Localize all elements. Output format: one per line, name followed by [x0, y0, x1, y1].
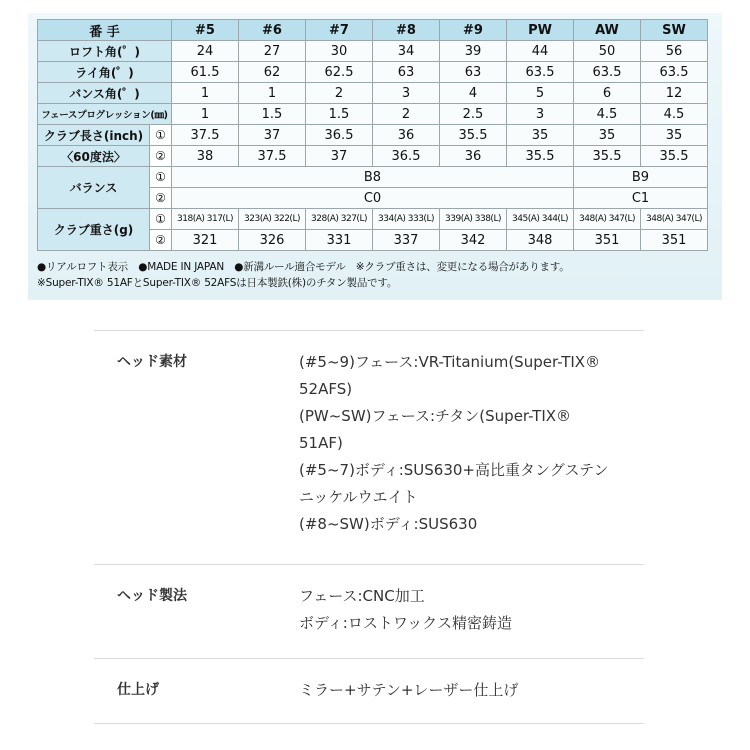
- loft-label: ロフト角(゜): [38, 41, 172, 62]
- bounce-cell: 5: [507, 83, 574, 104]
- note-line: ●リアルロフト表示 ●MADE IN JAPAN ●新溝ルール適合モデル ※クラブ重さは、変更になる場合があります。: [37, 261, 570, 273]
- bounce-cell: 6: [574, 83, 641, 104]
- header-col: PW: [507, 20, 574, 41]
- length-sublabel: 〈60度法〉: [38, 146, 150, 167]
- weight-cell: 331: [306, 230, 373, 251]
- lie-cell: 62: [239, 62, 306, 83]
- header-col: #8: [373, 20, 440, 41]
- length-cell: 35: [507, 125, 574, 146]
- lie-cell: 62.5: [306, 62, 373, 83]
- balance-cell: C1: [574, 188, 708, 209]
- balance-label: バランス: [38, 167, 150, 209]
- progression-cell: 1.5: [306, 104, 373, 125]
- lie-row: [38, 62, 708, 83]
- weight-cell: 328(A) 327(L): [306, 209, 373, 230]
- length-cell: 35: [641, 125, 708, 146]
- length-cell: 37: [239, 125, 306, 146]
- bounce-cell: 1: [172, 83, 239, 104]
- length-cell: 37.5: [172, 125, 239, 146]
- progression-cell: 2: [373, 104, 440, 125]
- header-col: #5: [172, 20, 239, 41]
- header-col: #9: [440, 20, 507, 41]
- weight-cell: 348(A) 347(L): [574, 209, 641, 230]
- row-number: ①: [150, 125, 172, 146]
- header-col: AW: [574, 20, 641, 41]
- length-cell: 37: [306, 146, 373, 167]
- length-row-2: [38, 146, 708, 167]
- balance-cell: B9: [574, 167, 708, 188]
- row-number: ②: [150, 146, 172, 167]
- loft-cell: 30: [306, 41, 373, 62]
- detail-value: [299, 659, 644, 723]
- row-number: ①: [150, 209, 172, 230]
- lie-cell: 61.5: [172, 62, 239, 83]
- length-cell: 35: [574, 125, 641, 146]
- spec-table: [37, 19, 708, 251]
- loft-cell: 34: [373, 41, 440, 62]
- length-cell: 35.5: [574, 146, 641, 167]
- weight-cell: 318(A) 317(L): [172, 209, 239, 230]
- weight-cell: 348(A) 347(L): [641, 209, 708, 230]
- weight-cell: 342: [440, 230, 507, 251]
- length-cell: 36.5: [373, 146, 440, 167]
- length-cell: 35.5: [507, 146, 574, 167]
- bounce-cell: 1: [239, 83, 306, 104]
- length-cell: 36: [373, 125, 440, 146]
- detail-line: 51AF): [299, 434, 343, 452]
- details-table: [94, 330, 644, 724]
- loft-cell: 56: [641, 41, 708, 62]
- balance-cell: B8: [172, 167, 574, 188]
- length-cell: 37.5: [239, 146, 306, 167]
- weight-cell: 326: [239, 230, 306, 251]
- weight-cell: 345(A) 344(L): [507, 209, 574, 230]
- length-cell: 35.5: [440, 125, 507, 146]
- row-number: ②: [150, 188, 172, 209]
- bounce-cell: 3: [373, 83, 440, 104]
- note-line: ※Super-TIX® 51AFとSuper-TIX® 52AFSは日本製鉄(株)のチタン製品です。: [37, 277, 398, 289]
- loft-cell: 44: [507, 41, 574, 62]
- weight-cell: 351: [641, 230, 708, 251]
- bounce-label: バンス角(゜): [38, 83, 172, 104]
- weight-cell: 323(A) 322(L): [239, 209, 306, 230]
- loft-cell: 27: [239, 41, 306, 62]
- length-row-1: [38, 125, 708, 146]
- header-col: #7: [306, 20, 373, 41]
- length-cell: 38: [172, 146, 239, 167]
- detail-line: ボディ:ロストワックス精密鋳造: [299, 614, 512, 632]
- header-label: 番 手: [38, 20, 172, 41]
- weight-cell: 321: [172, 230, 239, 251]
- row-number: ①: [150, 167, 172, 188]
- weight-label: クラブ重さ(g): [38, 209, 150, 251]
- bounce-cell: 12: [641, 83, 708, 104]
- header-col: SW: [641, 20, 708, 41]
- detail-line: (PW~SW)フェース:チタン(Super-TIX®: [299, 407, 572, 425]
- progression-cell: 1.5: [239, 104, 306, 125]
- detail-line: 52AFS): [299, 380, 353, 398]
- detail-label: ヘッド素材: [117, 354, 187, 370]
- detail-label: ヘッド製法: [117, 588, 187, 604]
- header-row: [38, 20, 708, 41]
- weight-cell: 334(A) 333(L): [373, 209, 440, 230]
- length-label: クラブ長さ(inch): [38, 125, 150, 146]
- detail-line: (#5~7)ボディ:SUS630+高比重タングステン: [299, 461, 609, 479]
- weight-cell: 339(A) 338(L): [440, 209, 507, 230]
- length-cell: 35.5: [641, 146, 708, 167]
- detail-line: ミラー+サテン+レーザー仕上げ: [299, 681, 519, 699]
- lie-label: ライ角(゜): [38, 62, 172, 83]
- lie-cell: 63: [440, 62, 507, 83]
- detail-row-finish: [94, 658, 644, 724]
- progression-row: [38, 104, 708, 125]
- balance-cell: C0: [172, 188, 574, 209]
- lie-cell: 63.5: [641, 62, 708, 83]
- loft-cell: 50: [574, 41, 641, 62]
- progression-label: フェースプログレッション(㎜): [38, 104, 172, 125]
- header-col: #6: [239, 20, 306, 41]
- bounce-cell: 4: [440, 83, 507, 104]
- detail-line: ニッケルウエイト: [299, 488, 418, 506]
- lie-cell: 63.5: [507, 62, 574, 83]
- lie-cell: 63.5: [574, 62, 641, 83]
- loft-row: [38, 41, 708, 62]
- detail-value: [299, 565, 644, 658]
- weight-cell: 348: [507, 230, 574, 251]
- progression-cell: 4.5: [641, 104, 708, 125]
- progression-cell: 1: [172, 104, 239, 125]
- weight-cell: 351: [574, 230, 641, 251]
- spec-panel: [28, 13, 722, 300]
- detail-value: [299, 331, 644, 564]
- weight-row-1: [38, 209, 708, 230]
- detail-row-method: [94, 564, 644, 658]
- length-cell: 36: [440, 146, 507, 167]
- progression-cell: 2.5: [440, 104, 507, 125]
- detail-line: (#8~SW)ボディ:SUS630: [299, 515, 478, 533]
- detail-line: フェース:CNC加工: [299, 587, 425, 605]
- bounce-cell: 2: [306, 83, 373, 104]
- lie-cell: 63: [373, 62, 440, 83]
- detail-label: 仕上げ: [117, 682, 159, 698]
- balance-row-1: [38, 167, 708, 188]
- detail-line: (#5~9)フェース:VR-Titanium(Super-TIX®: [299, 353, 601, 371]
- loft-cell: 24: [172, 41, 239, 62]
- length-cell: 36.5: [306, 125, 373, 146]
- weight-cell: 337: [373, 230, 440, 251]
- detail-row-material: [94, 330, 644, 564]
- progression-cell: 3: [507, 104, 574, 125]
- loft-cell: 39: [440, 41, 507, 62]
- row-number: ②: [150, 230, 172, 251]
- progression-cell: 4.5: [574, 104, 641, 125]
- bounce-row: [38, 83, 708, 104]
- spec-notes: [37, 259, 570, 291]
